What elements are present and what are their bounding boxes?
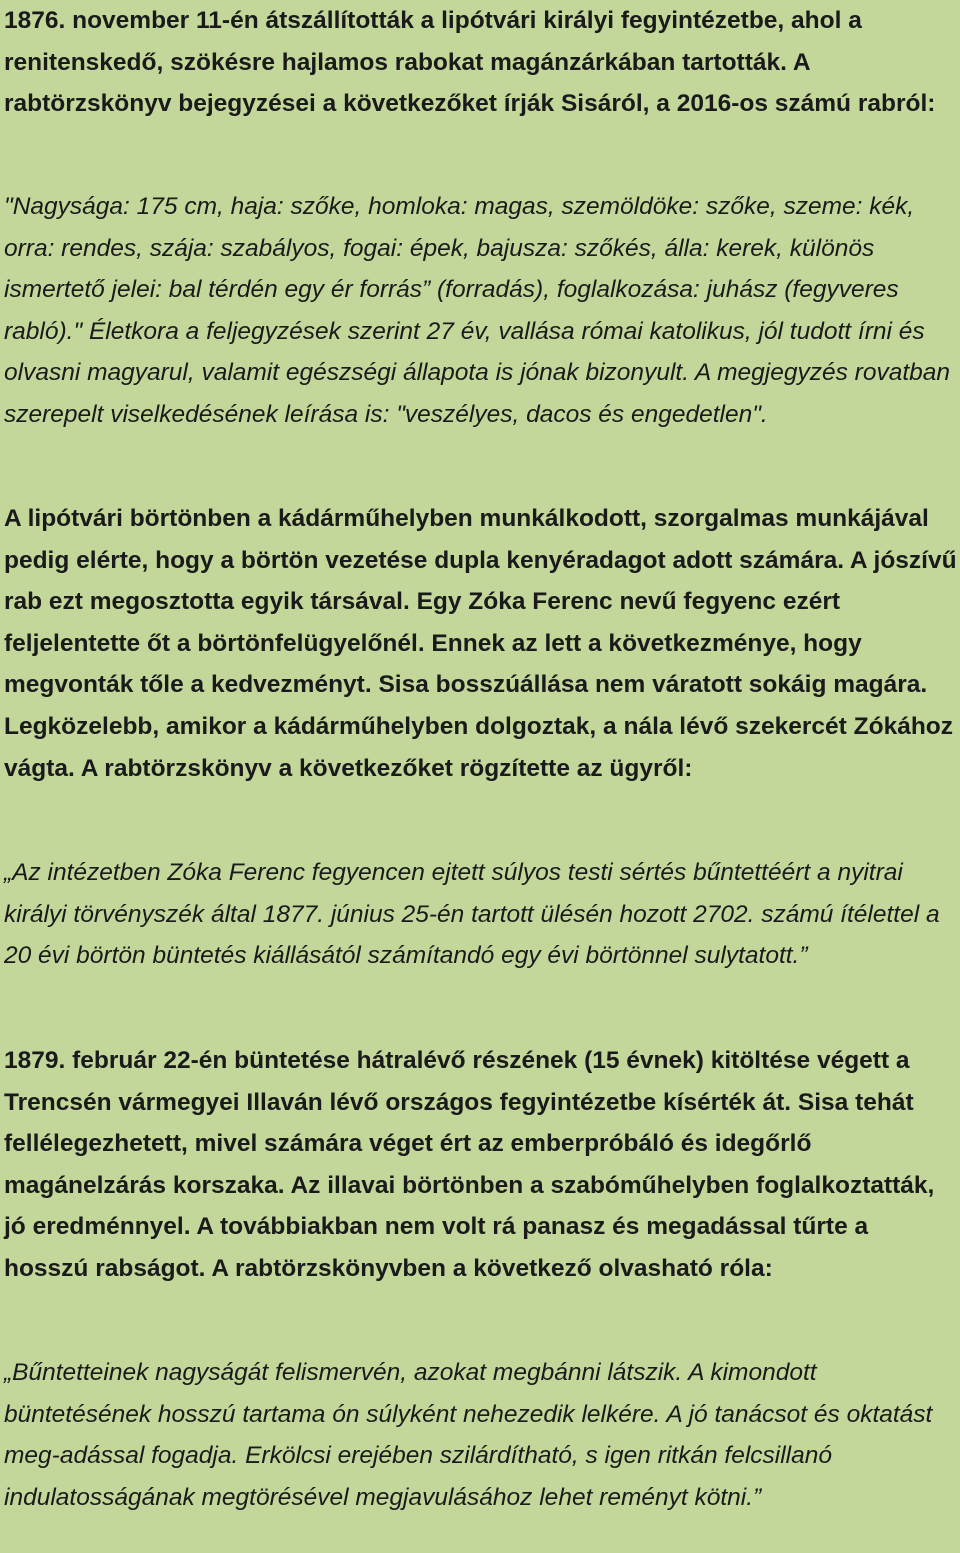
paragraph-cooperage-incident: A lipótvári börtönben a kádárműhelyben munkálkodott, szorgalmas munkájával pedig elérte, hogy a börtön vezetése dupla kenyéradagot adott számára. A jószívű rab ezt megosztotta egyik társával. Egy Zóka Ferenc nevű fegyenc ezért feljelentette őt a börtönfelügyelőnél. Ennek az lett a következménye, hogy megvonták tőle a kedvezményt. Sisa bosszúállása nem váratott sokáig magára. Legközelebb, amikor a kádárműhelyben dolgoztak, a nála lévő szekercét Zókához vágta. A rabtörzskönyv a következőket rögzítette az ügyről: [4,505,957,782]
paragraph-illava-transfer-1879: 1879. február 22-én büntetése hátralévő részének (15 évnek) kitöltése végett a Trencsén vármegyei Illaván lévő országos fegyintézetbe kísérték át. Sisa tehát fellélegezhetett, mivel számára véget ért az emberpróbáló és idegőrlő magánelzárás korszaka. Az illavai börtönben a szabóműhelyben foglalkoztatták, jó eredménnyel. A továbbiakban nem volt rá panasz és megadással tűrte a hosszú rabságot. A rabtörzskönyvben a következő olvasható róla: [4,1047,935,1282]
paragraph-register-assessment-quote: „Bűntetteinek nagyságát felismervén, azokat megbánni látszik. A kimondott büntetésének hosszú tartama ón súlyként nehezedik lelkére. A jó tanácsot és oktatást meg-adással fogadja. Erkölcsi erejében szilárdítható, s igen ritkán felcsillanó indulatosságának megtörésével megjavulásához lehet reményt kötni.” [4,1359,933,1511]
paragraph-court-sentence-quote: „Az intézetben Zóka Ferenc fegyencen ejtett súlyos testi sértés bűntettéért a nyitrai királyi törvényszék által 1877. június 25-én tartott ülésén hozott 2702. számú ítélettel a 20 évi börtön büntetés kiállásától számítandó egy évi börtönnel sulytatott.” [4,859,940,970]
paragraph-transfer-1876: 1876. november 11-én átszállították a lipótvári királyi fegyintézetbe, ahol a renitenskedő, szökésre hajlamos rabokat magánzárkában tartották. A rabtörzskönyv bejegyzései a következőket írják Sisáról, a 2016-os számú rabról: [4,7,936,118]
paragraph-prisoner-description: "Nagysága: 175 cm, haja: szőke, homloka: magas, szemöldöke: szőke, szeme: kék, orra: rendes, szája: szabályos, fogai: épek, bajusza: szőkés, álla: kerek, különös ismertető jelei: bal térdén egy ér forrás” (forradás), foglalkozása: juhász (fegyveres rabló)." Életkora a feljegyzések szerint 27 év, vallása római katolikus, jól tudott írni és olvasni magyarul, valamit egészségi állapota is jónak bizonyult. A megjegyzés rovatban szerepelt viselkedésének leírása is: "veszélyes, dacos és engedetlen". [4,193,951,428]
